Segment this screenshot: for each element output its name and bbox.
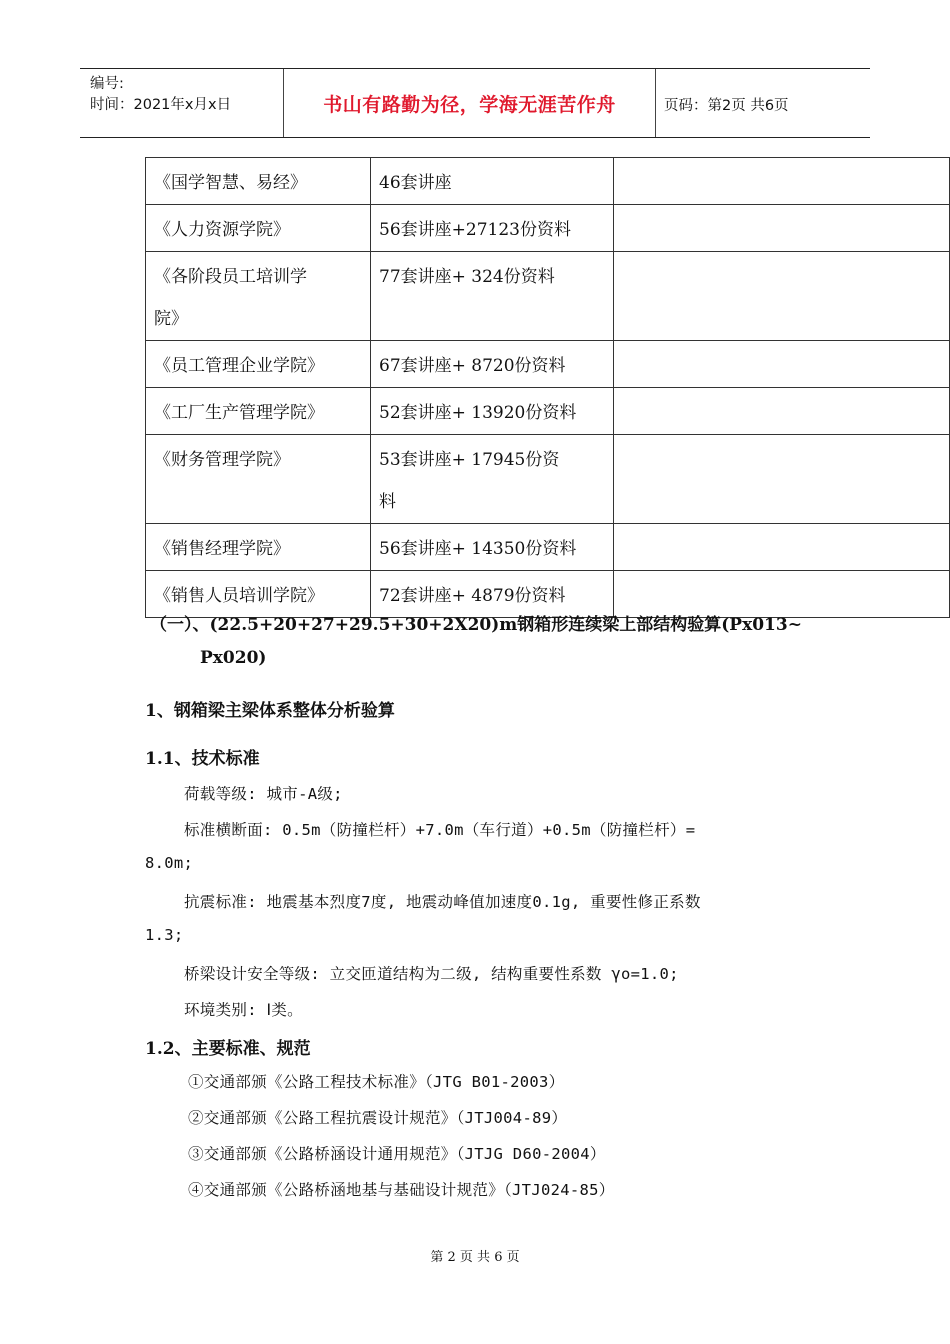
course-note: [614, 205, 950, 252]
catalog-table: [145, 157, 950, 618]
course-content: 72套讲座+ 4879份资料: [371, 571, 614, 618]
standard-item: ④交通部颁《公路桥涵地基与基础设计规范》（JTJ024-85）: [188, 1181, 615, 1199]
course-content: 77套讲座+ 324份资料: [371, 252, 614, 341]
course-content: 56套讲座+ 14350份资料: [371, 524, 614, 571]
standard-item: ①交通部颁《公路工程技术标准》（JTG B01-2003）: [188, 1073, 565, 1091]
heading-1: 1、钢箱梁主梁体系整体分析验算: [145, 701, 395, 721]
course-note: [614, 524, 950, 571]
course-content: 67套讲座+ 8720份资料: [371, 341, 614, 388]
course-name: 《国学智慧、易经》: [146, 158, 371, 205]
course-note: [614, 158, 950, 205]
safety-grade: 桥梁设计安全等级: 立交匝道结构为二级, 结构重要性系数 γo=1.0;: [184, 965, 679, 983]
section-title: （一）、(22.5+20+27+29.5+30+2X20)m钢箱形连续梁上部结构验算(Px013~: [150, 615, 802, 635]
seismic-standard: 抗震标准: 地震基本烈度7度, 地震动峰值加速度0.1g, 重要性修正系数: [184, 893, 701, 911]
cross-section: 标准横断面: 0.5m（防撞栏杆）+7.0m（车行道）+0.5m（防撞栏杆）=: [184, 821, 696, 839]
header-page-label: 页码：第2页 共6页: [664, 98, 789, 114]
course-content-line: 53套讲座+ 17945份资: [379, 450, 560, 470]
course-note: [614, 341, 950, 388]
standard-item: ②交通部颁《公路工程抗震设计规范》（JTJ004-89）: [188, 1109, 568, 1127]
course-note: [614, 252, 950, 341]
table-row: [146, 158, 950, 205]
table-row: [146, 205, 950, 252]
course-name: 《人力资源学院》: [146, 205, 371, 252]
course-name: 《销售经理学院》: [146, 524, 371, 571]
header-meta: [80, 69, 283, 137]
course-name-line: 《各阶段员工培训学: [154, 267, 307, 287]
course-content: 56套讲座+27123份资料: [371, 205, 614, 252]
course-name: 《工厂生产管理学院》: [146, 388, 371, 435]
load-grade: 荷载等级: 城市-A级;: [184, 785, 343, 803]
time-label: 时间：2021年x月x日: [90, 97, 232, 113]
header-motto: 书山有路勤为径，学海无涯苦作舟: [283, 69, 656, 137]
course-note: [614, 435, 950, 524]
standard-item: ③交通部颁《公路桥涵设计通用规范》（JTJG D60-2004）: [188, 1145, 606, 1163]
page-footer: 第 2 页 共 6 页: [430, 1250, 520, 1265]
course-name-line: 院》: [154, 309, 188, 329]
course-content: 46套讲座: [371, 158, 614, 205]
table-row: [146, 388, 950, 435]
course-name: [146, 252, 371, 341]
course-note: [614, 388, 950, 435]
table-row: [146, 252, 950, 341]
number-label: 编号:: [90, 76, 124, 92]
page-header: [80, 68, 870, 138]
course-content: 52套讲座+ 13920份资料: [371, 388, 614, 435]
course-name: 《财务管理学院》: [146, 435, 371, 524]
heading-1-2: 1.2、主要标准、规范: [145, 1039, 311, 1059]
course-name: 《员工管理企业学院》: [146, 341, 371, 388]
course-name: 《销售人员培训学院》: [146, 571, 371, 618]
course-content: [371, 435, 614, 524]
table-row: [146, 341, 950, 388]
table-row: [146, 435, 950, 524]
seismic-standard-cont: 1.3;: [145, 926, 184, 944]
table-row: [146, 524, 950, 571]
cross-section-cont: 8.0m;: [145, 854, 194, 872]
section-title-cont: Px020): [200, 648, 267, 668]
course-content-line: 料: [379, 492, 396, 512]
environment-class: 环境类别: Ⅰ类。: [184, 1001, 303, 1019]
heading-1-1: 1.1、技术标准: [145, 749, 260, 769]
